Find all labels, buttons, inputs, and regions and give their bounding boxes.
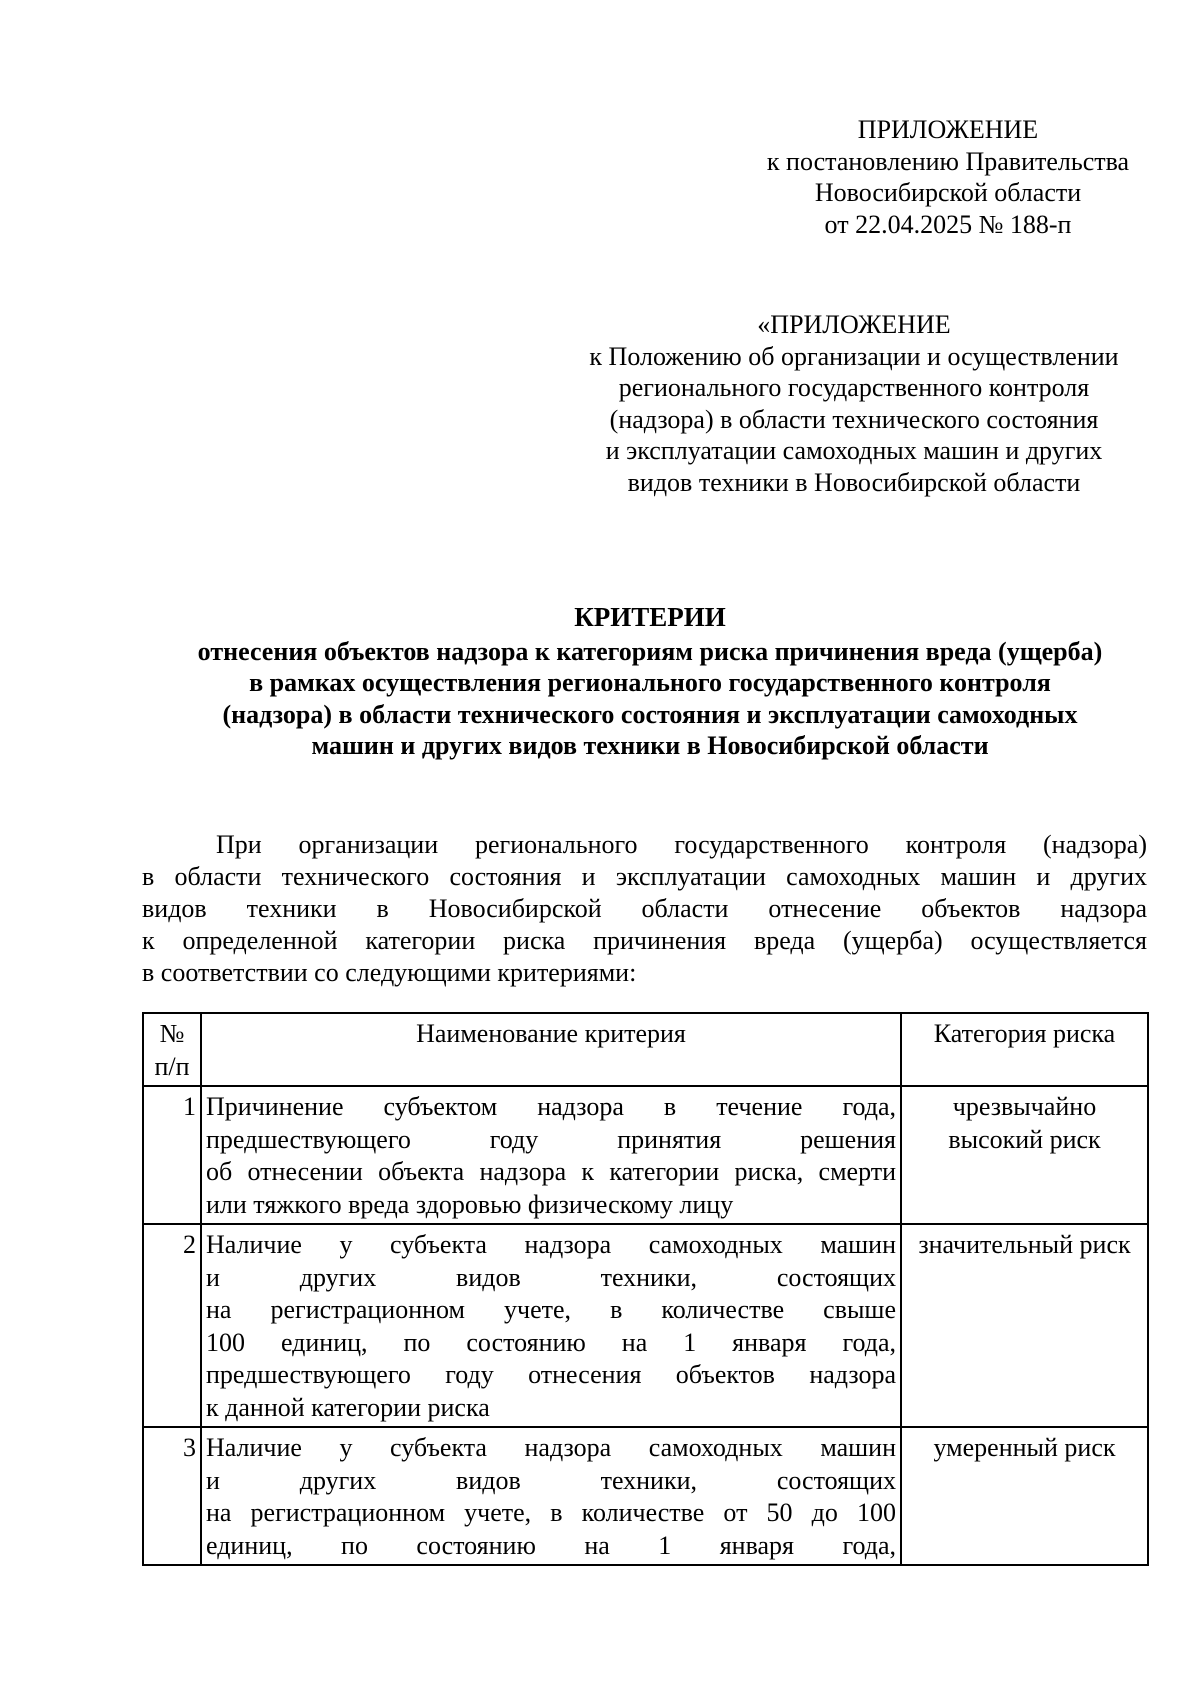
row-number: 3	[143, 1427, 201, 1565]
sub-appendix-line: видов техники в Новосибирской области	[627, 467, 1081, 497]
criterion-line: предшествующего году принятия решения	[206, 1124, 896, 1154]
criterion-line: Наличие у субъекта надзора самоходных машин	[206, 1230, 896, 1259]
risk-category-line: высокий риск	[948, 1124, 1101, 1154]
sub-appendix-header	[540, 309, 1168, 498]
table-header-row	[143, 1013, 1148, 1086]
sub-appendix-line: регионального государственного контроля	[618, 373, 1090, 402]
table-row	[143, 1427, 1148, 1565]
sub-appendix-line: и эксплуатации самоходных машин и других	[605, 436, 1103, 465]
title-line: (надзора) в области технического состояния и эксплуатации самоходных	[222, 699, 1078, 729]
appendix-line: к постановлению Правительства	[766, 146, 1130, 176]
table-row	[143, 1224, 1148, 1427]
header-number	[143, 1013, 201, 1086]
document-title	[130, 602, 1170, 762]
sub-appendix-line: к Положению об организации и осуществлении	[589, 341, 1119, 371]
appendix-date-number: от 22.04.2025 № 188-п	[824, 209, 1072, 239]
criterion-line: или тяжкого вреда здоровью физическому лицу	[206, 1189, 734, 1219]
risk-category-line: чрезвычайно	[952, 1092, 1097, 1121]
intro-line: в соответствии со следующими критериями:	[142, 958, 637, 987]
criterion-name	[201, 1224, 901, 1427]
risk-category-line: умеренный риск	[933, 1433, 1116, 1462]
risk-category	[901, 1427, 1148, 1565]
criterion-line: и других видов техники, состоящих	[206, 1465, 896, 1495]
appendix-line: Новосибирской области	[814, 178, 1082, 207]
criterion-line: на регистрационном учете, в количестве от 50 до 100	[206, 1498, 896, 1527]
row-number: 1	[143, 1086, 201, 1224]
criterion-line: об отнесении объекта надзора к категории риска, смерти	[206, 1157, 896, 1186]
header-criterion-name: Наименование критерия	[201, 1013, 901, 1086]
sub-appendix-title: «ПРИЛОЖЕНИЕ	[757, 310, 951, 339]
risk-category	[901, 1224, 1148, 1427]
header-number-abbr: п/п	[154, 1051, 190, 1081]
criteria-table	[142, 1012, 1149, 1566]
criterion-line: и других видов техники, состоящих	[206, 1262, 896, 1292]
row-number: 2	[143, 1224, 201, 1427]
criterion-name	[201, 1427, 901, 1565]
appendix-title: ПРИЛОЖЕНИЕ	[857, 115, 1039, 144]
criterion-line: Причинение субъектом надзора в течение года,	[206, 1092, 896, 1121]
intro-line: При организации регионального государственного контроля (надзора)	[216, 830, 1147, 859]
table-row	[143, 1086, 1148, 1224]
intro-line: к определенной категории риска причинения вреда (ущерба) осуществляется	[142, 926, 1147, 955]
title-line: в рамках осуществления регионального государственного контроля	[249, 668, 1051, 697]
criterion-line: предшествующего году отнесения объектов надзора	[206, 1360, 896, 1389]
sub-appendix-line: (надзора) в области технического состояния	[609, 404, 1099, 434]
appendix-header	[728, 114, 1168, 240]
criterion-line: 100 единиц, по состоянию на 1 января года,	[206, 1327, 896, 1357]
criterion-line: единиц, по состоянию на 1 января года,	[206, 1530, 896, 1560]
title-line: машин и других видов техники в Новосибирской области	[311, 731, 989, 760]
title-line: отнесения объектов надзора к категориям риска причинения вреда (ущерба)	[197, 636, 1103, 666]
intro-line: в области технического состояния и эксплуатации самоходных машин и других	[142, 862, 1147, 891]
risk-category-line: значительный риск	[918, 1230, 1131, 1259]
risk-category	[901, 1086, 1148, 1224]
title-heading: КРИТЕРИИ	[574, 602, 726, 632]
criterion-line: Наличие у субъекта надзора самоходных машин	[206, 1433, 896, 1462]
criterion-name	[201, 1086, 901, 1224]
criterion-line: на регистрационном учете, в количестве свыше	[206, 1295, 896, 1324]
criterion-line: к данной категории риска	[206, 1392, 490, 1422]
header-risk-category: Категория риска	[901, 1013, 1148, 1086]
intro-paragraph	[142, 829, 1147, 989]
intro-line: видов техники в Новосибирской области отнесение объектов надзора	[142, 894, 1147, 923]
header-number-symbol: №	[159, 1019, 185, 1048]
